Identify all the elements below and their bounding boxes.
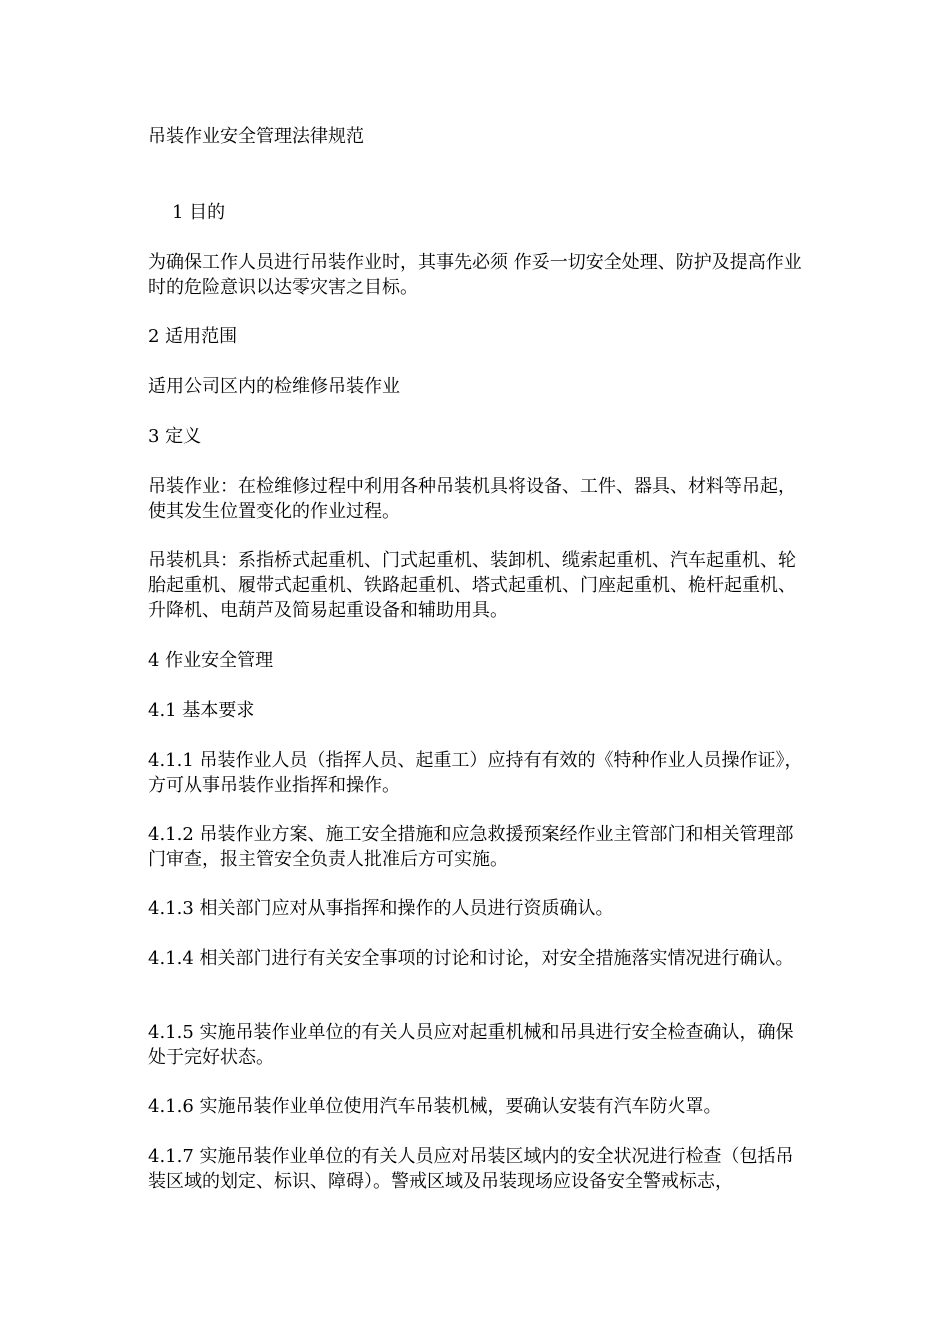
section-heading-safety-management: 4 作业安全管理	[148, 650, 274, 671]
paragraph: 为确保工作人员进行吊装作业时，其事先必须 作妥一切安全处理、防护及提高作业时的危险意识以达零灾害之目标。	[148, 252, 802, 298]
clause-4-1-5: 4.1.5 实施吊装作业单位的有关人员应对起重机械和吊具进行安全检查确认，确保处于完好状态。	[148, 1022, 794, 1068]
clause-4-1-3: 4.1.3 相关部门应对从事指挥和操作的人员进行资质确认。	[148, 898, 614, 919]
document-title: 吊装作业安全管理法律规范	[148, 126, 364, 147]
clause-4-1-7: 4.1.7 实施吊装作业单位的有关人员应对吊装区域内的安全状况进行检查（包括吊装区域的划定、标识、障碍）。警戒区域及吊装现场应设备安全警戒标志，	[148, 1146, 794, 1192]
section-heading-definitions: 3 定义	[148, 426, 202, 447]
paragraph: 吊装作业：在检维修过程中利用各种吊装机具将设备、工件、器具、材料等吊起，使其发生位置变化的作业过程。	[148, 476, 796, 522]
clause-4-1-6: 4.1.6 实施吊装作业单位使用汽车吊装机械，要确认安装有汽车防火罩。	[148, 1096, 722, 1117]
section-heading-scope: 2 适用范围	[148, 326, 238, 347]
clause-4-1-1: 4.1.1 吊装作业人员（指挥人员、起重工）应持有有效的《特种作业人员操作证》，方可从事吊装作业指挥和操作。	[148, 750, 803, 796]
subsection-heading-basic-requirements: 4.1 基本要求	[148, 700, 255, 721]
paragraph: 适用公司区内的检维修吊装作业	[148, 376, 400, 397]
clause-4-1-2: 4.1.2 吊装作业方案、施工安全措施和应急救援预案经作业主管部门和相关管理部门审查，报主管安全负责人批准后方可实施。	[148, 824, 794, 870]
clause-4-1-4: 4.1.4 相关部门进行有关安全事项的讨论和讨论，对安全措施落实情况进行确认。	[148, 948, 794, 969]
section-heading-purpose: 1 目的	[172, 202, 226, 223]
paragraph: 吊装机具：系指桥式起重机、门式起重机、装卸机、缆索起重机、汽车起重机、轮胎起重机、履带式起重机、铁路起重机、塔式起重机、门座起重机、桅杆起重机、升降机、电葫芦及简易起重设备和辅助用具。	[148, 550, 796, 621]
